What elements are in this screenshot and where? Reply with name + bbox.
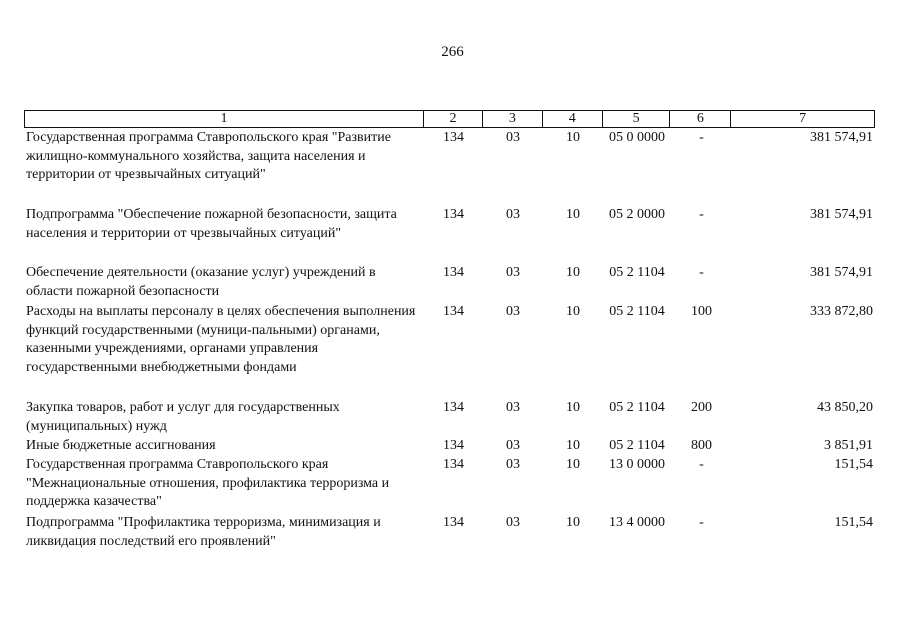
row-col-7: 333 872,80 [810, 304, 873, 319]
row-col-6: - [699, 457, 704, 472]
row-name: Закупка товаров, работ и услуг для государственных (муниципальных) нужд [26, 400, 340, 434]
row-col-2: 134 [443, 457, 464, 472]
row-col-7: 381 574,91 [810, 207, 873, 222]
row-col-4: 10 [566, 457, 580, 472]
row-col-6: 100 [691, 304, 712, 319]
row-name: Обеспечение деятельности (оказание услуг) учреждений в области пожарной безопасности [26, 265, 376, 299]
row-name: Подпрограмма "Профилактика терроризма, минимизация и ликвидация последствий его проявлений" [26, 515, 381, 549]
row-col-2: 134 [443, 265, 464, 280]
row-col-2: 134 [443, 400, 464, 415]
row-col-3: 03 [506, 400, 520, 415]
row-col-7: 151,54 [834, 515, 873, 530]
row-col-2: 134 [443, 207, 464, 222]
row-col-4: 10 [566, 438, 580, 453]
row-col-3: 03 [506, 457, 520, 472]
row-col-3: 03 [506, 130, 520, 145]
row-name: Государственная программа Ставропольского края "Развитие жилищно-коммунального хозяйства, защита населения и территории от чрезвычайных ситуаций" [26, 130, 391, 182]
table-row [24, 456, 875, 512]
row-col-6: - [699, 130, 704, 145]
header-col-4: 4 [543, 111, 603, 127]
table-row [24, 264, 875, 301]
row-col-3: 03 [506, 265, 520, 280]
row-name: Государственная программа Ставропольского края "Межнациональные отношения, профилактика терроризма и поддержка казачества" [26, 457, 390, 509]
row-col-5: 05 2 1104 [609, 438, 665, 453]
row-col-2: 134 [443, 515, 464, 530]
row-col-5: 05 2 1104 [609, 265, 665, 280]
table-row [24, 399, 875, 436]
table-row [24, 303, 875, 377]
header-col-1: 1 [25, 111, 424, 127]
row-col-5: 05 2 1104 [609, 400, 665, 415]
row-col-4: 10 [566, 515, 580, 530]
row-col-3: 03 [506, 438, 520, 453]
row-col-2: 134 [443, 438, 464, 453]
table-header [24, 110, 875, 128]
row-col-3: 03 [506, 304, 520, 319]
row-col-6: 200 [691, 400, 712, 415]
row-col-5: 05 2 0000 [609, 207, 665, 222]
row-col-6: - [699, 207, 704, 222]
header-col-5: 5 [603, 111, 671, 127]
header-col-2: 2 [424, 111, 483, 127]
row-col-6: - [699, 265, 704, 280]
row-col-7: 151,54 [834, 457, 873, 472]
row-col-7: 381 574,91 [810, 265, 873, 280]
header-col-6: 6 [670, 111, 731, 127]
row-col-7: 43 850,20 [817, 400, 873, 415]
row-col-3: 03 [506, 207, 520, 222]
row-col-4: 10 [566, 265, 580, 280]
row-col-4: 10 [566, 130, 580, 145]
row-name: Иные бюджетные ассигнования [26, 438, 216, 453]
row-col-5: 05 0 0000 [609, 130, 665, 145]
table-row [24, 206, 875, 243]
row-col-3: 03 [506, 515, 520, 530]
row-col-2: 134 [443, 130, 464, 145]
row-col-5: 05 2 1104 [609, 304, 665, 319]
table-row [24, 514, 875, 551]
row-col-4: 10 [566, 304, 580, 319]
row-col-6: - [699, 515, 704, 530]
table-row [24, 437, 875, 456]
row-col-5: 13 0 0000 [609, 457, 665, 472]
row-col-7: 381 574,91 [810, 130, 873, 145]
row-name: Расходы на выплаты персоналу в целях обеспечения выполнения функций государственными (муници-пальными) органами, казенными учреждениями, органами управления государственными внебюджетными фондами [26, 304, 416, 375]
table-row [24, 129, 875, 185]
row-col-6: 800 [691, 438, 712, 453]
header-col-3: 3 [483, 111, 543, 127]
row-col-2: 134 [443, 304, 464, 319]
row-col-4: 10 [566, 400, 580, 415]
row-col-4: 10 [566, 207, 580, 222]
row-col-5: 13 4 0000 [609, 515, 665, 530]
row-name: Подпрограмма "Обеспечение пожарной безопасности, защита населения и территории от чрезвычайных ситуаций" [26, 207, 397, 241]
row-col-7: 3 851,91 [824, 438, 873, 453]
page-number: 266 [441, 44, 464, 60]
header-col-7: 7 [799, 111, 807, 126]
